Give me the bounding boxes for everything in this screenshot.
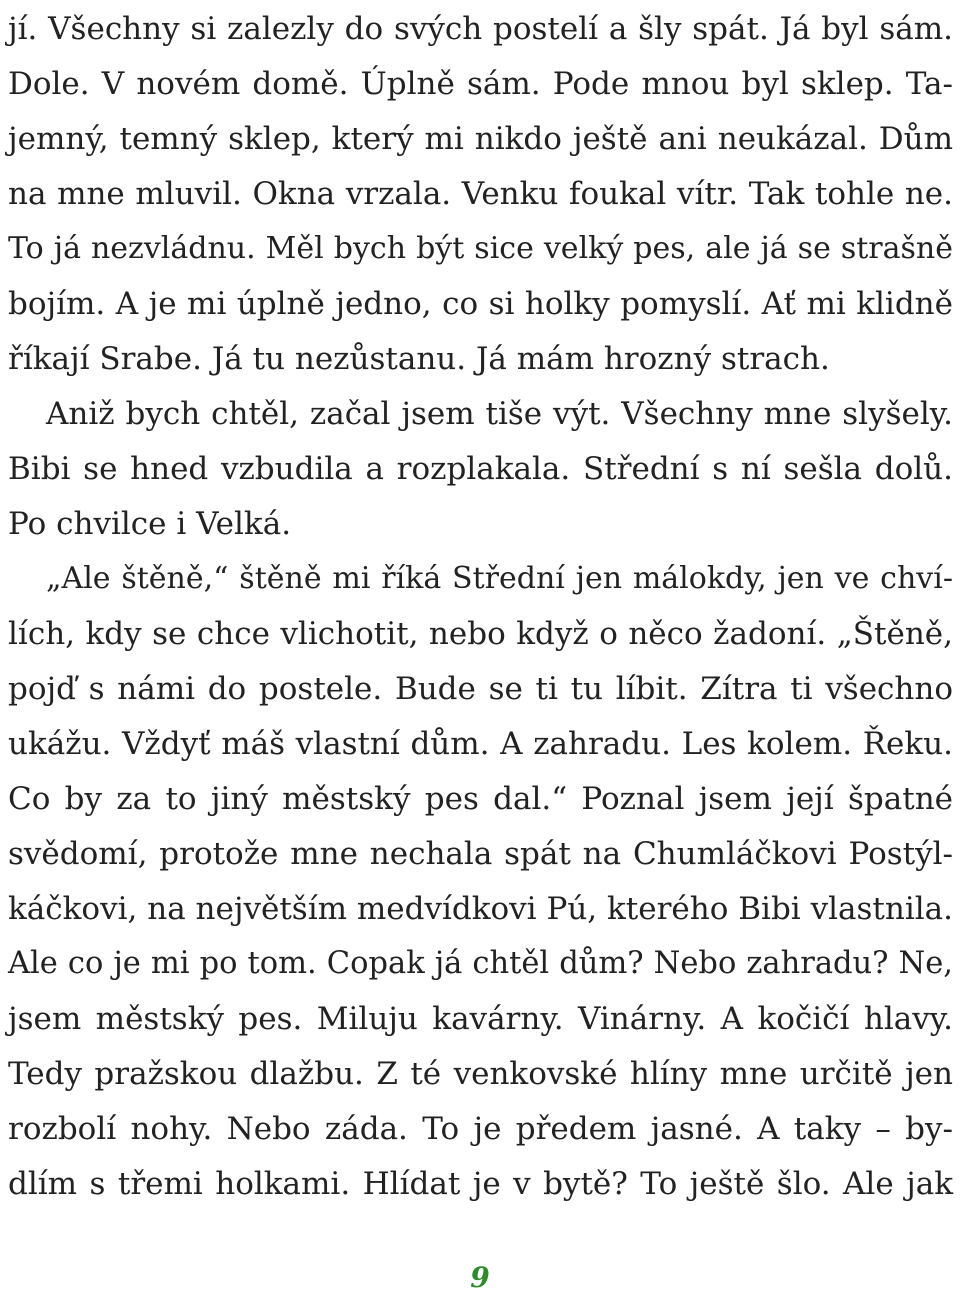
text-line: „Ale štěně,“ štěně mi říká Střední jen málokdy, jen ve chví- (46, 561, 953, 596)
text-line: rozbolí nohy. Nebo záda. To je předem jasné. A taky – by- (8, 1111, 953, 1147)
page-number: 9 (470, 1261, 490, 1294)
text-line: Aniž bych chtěl, začal jsem tiše výt. Všechny mne slyšely. (46, 396, 953, 432)
text-line: To já nezvládnu. Měl bych být sice velký pes, ale já se strašně (8, 231, 953, 266)
text-line: Dole. V novém domě. Úplně sám. Pode mnou byl sklep. Ta- (8, 66, 953, 102)
text-line: Bibi se hned vzbudila a rozplakala. Střední s ní sešla dolů. (8, 451, 953, 487)
text-line: Tedy pražskou dlažbu. Z té venkovské hlíny mne určitě jen (8, 1056, 953, 1092)
text-line: jí. Všechny si zalezly do svých postelí a šly spát. Já byl sám. (8, 11, 953, 47)
text-line: Co by za to jiný městský pes dal.“ Poznal jsem její špatné (8, 781, 953, 817)
text-line: svědomí, protože mne nechala spát na Chumláčkovi Postýl- (8, 836, 953, 872)
text-line: lích, kdy se chce vlichotit, nebo když o něco žadoní. „Štěně, (8, 616, 953, 652)
text-line: jemný, temný sklep, který mi nikdo ještě ani neukázal. Dům (8, 121, 953, 157)
text-line: dlím s třemi holkami. Hlídat je v bytě? To ještě šlo. Ale jak (8, 1166, 953, 1202)
text-line: na mne mluvil. Okna vrzala. Venku foukal vítr. Tak tohle ne. (8, 176, 953, 212)
text-line: bojím. A je mi úplně jedno, co si holky pomyslí. Ať mi klidně (8, 286, 953, 322)
text-line: jsem městský pes. Miluju kavárny. Vinárny. A kočičí hlavy. (8, 1001, 953, 1037)
text-line: říkají Srabe. Já tu nezůstanu. Já mám hrozný strach. (8, 341, 830, 377)
text-line: káčkovi, na největším medvídkovi Pú, kterého Bibi vlastnila. (8, 891, 953, 927)
text-line: Ale co je mi po tom. Copak já chtěl dům? Nebo zahradu? Ne, (8, 946, 953, 981)
text-line: ukážu. Vždyť máš vlastní dům. A zahradu. Les kolem. Řeku. (8, 726, 953, 762)
text-line: Po chvilce i Velká. (8, 506, 292, 542)
text-line: pojď s námi do postele. Bude se ti tu líbit. Zítra ti všechno (8, 671, 953, 707)
